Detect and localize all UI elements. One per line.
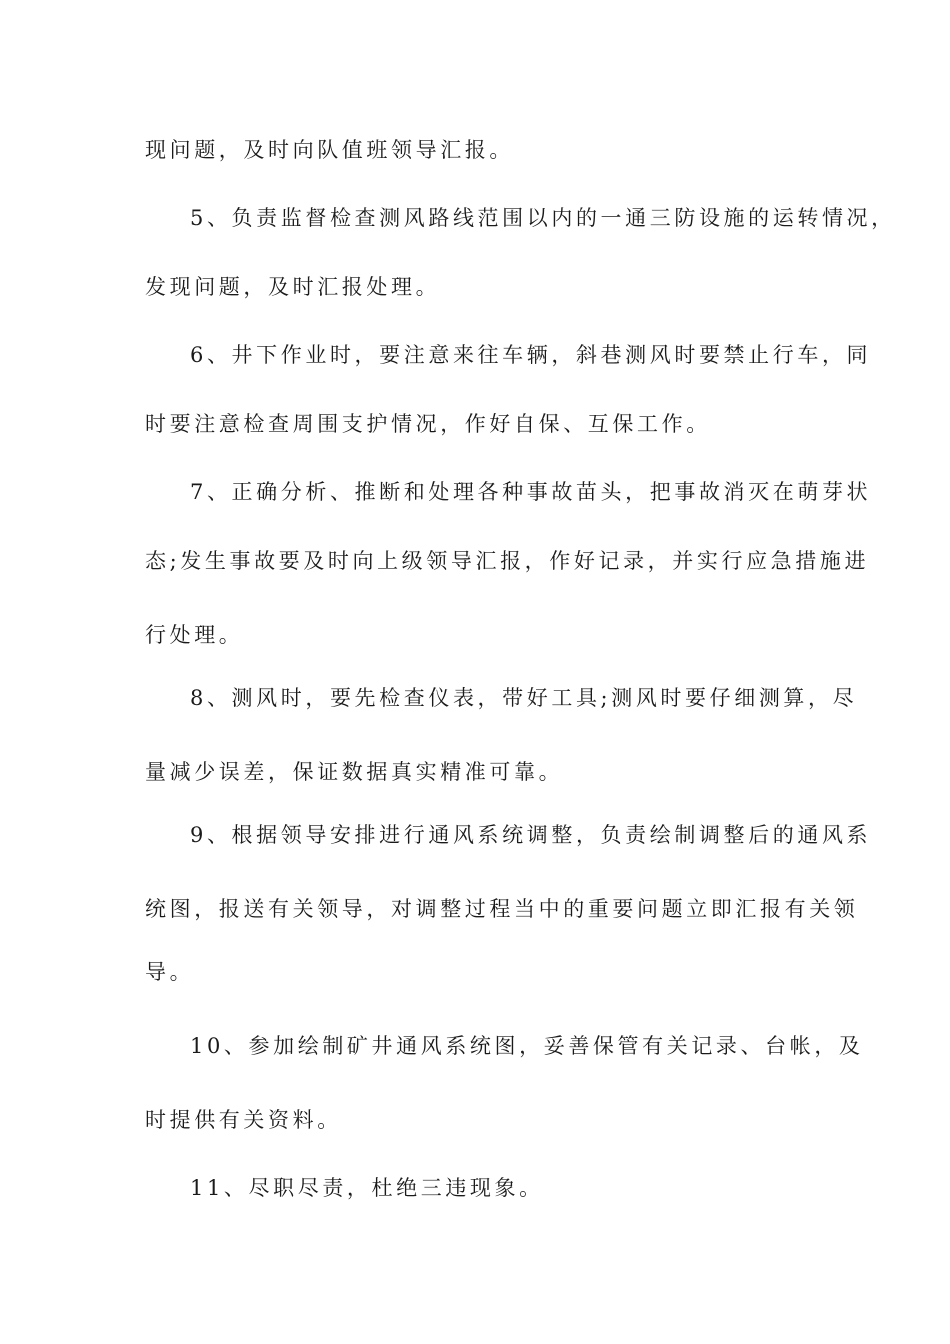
text-line: 统图，报送有关领导，对调整过程当中的重要问题立即汇报有关领 [145, 897, 859, 921]
text-line: 10、参加绘制矿井通风系统图，妥善保管有关记录、台帐，及 [190, 1034, 864, 1058]
text-line: 态;发生事故要及时向上级领导汇报，作好记录，并实行应急措施进 [145, 549, 870, 573]
text-line: 9、根据领导安排进行通风系统调整，负责绘制调整后的通风系 [190, 823, 872, 847]
text-line: 导。 [145, 960, 195, 984]
text-line: 6、井下作业时，要注意来往车辆，斜巷测风时要禁止行车，同 [190, 343, 872, 367]
text-line: 11、尽职尽责，杜绝三违现象。 [190, 1176, 544, 1200]
text-line: 量减少误差，保证数据真实精准可靠。 [145, 760, 564, 784]
text-line: 5、负责监督检查测风路线范围以内的一通三防设施的运转情况， [190, 206, 896, 230]
text-line: 现问题，及时向队值班领导汇报。 [145, 138, 514, 162]
text-line: 行处理。 [145, 623, 244, 647]
text-line: 发现问题，及时汇报处理。 [145, 275, 441, 299]
text-line: 时要注意检查周围支护情况，作好自保、互保工作。 [145, 412, 711, 436]
text-line: 7、正确分析、推断和处理各种事故苗头，把事故消灭在萌芽状 [190, 480, 872, 504]
text-line: 8、测风时，要先检查仪表，带好工具;测风时要仔细测算，尽 [190, 686, 858, 710]
text-line: 时提供有关资料。 [145, 1108, 342, 1132]
